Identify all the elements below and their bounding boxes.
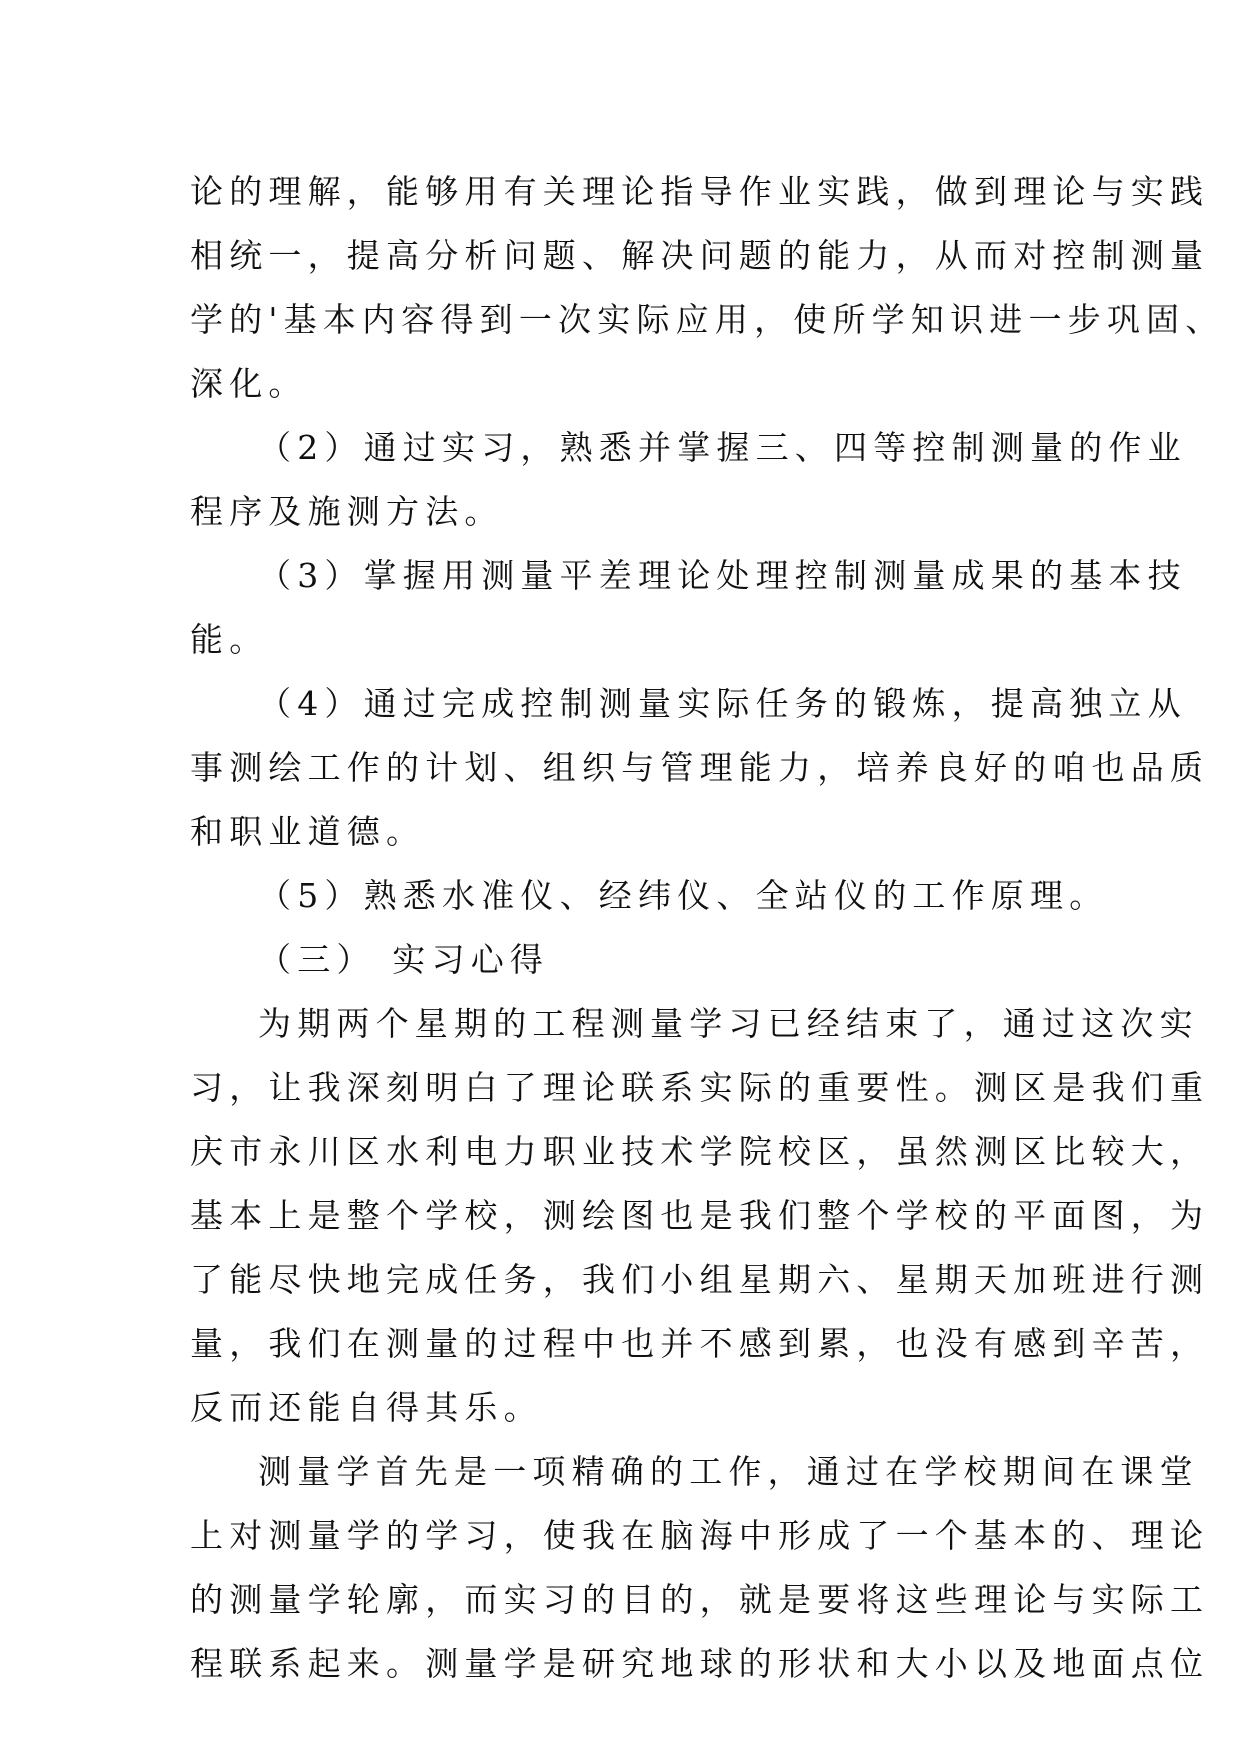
text-line: 基本上是整个学校，测绘图也是我们整个学校的平面图，为: [190, 1196, 1210, 1235]
text-line: （4）通过完成控制测量实际任务的锻炼，提高独立从: [258, 684, 1187, 723]
text-line: 深化。: [190, 364, 308, 403]
text-line: 学的'基本内容得到一次实际应用，使所学知识进一步巩固、: [190, 300, 1225, 339]
text-line: 能。: [190, 620, 269, 659]
text-line: 和职业道德。: [190, 812, 426, 851]
text-line: （3）掌握用测量平差理论处理控制测量成果的基本技: [258, 556, 1187, 595]
text-line: （5）熟悉水准仪、经纬仪、全站仪的工作原理。: [258, 876, 1109, 915]
text-line: 上对测量学的学习，使我在脑海中形成了一个基本的、理论: [190, 1516, 1210, 1555]
document-body: [190, 160, 1225, 1696]
text-line: 程序及施测方法。: [190, 492, 504, 531]
text-line: （三） 实习心得: [258, 940, 550, 979]
text-line: 事测绘工作的计划、组织与管理能力，培养良好的咱也品质: [190, 748, 1210, 787]
text-line: 庆市永川区水利电力职业技术学院校区，虽然测区比较大，: [190, 1132, 1210, 1171]
text-line: 为期两个星期的工程测量学习已经结束了，通过这次实: [258, 1004, 1199, 1043]
text-line: （2）通过实习，熟悉并掌握三、四等控制测量的作业: [258, 428, 1187, 467]
text-line: 论的理解，能够用有关理论指导作业实践，做到理论与实践: [190, 172, 1210, 211]
text-line: 的测量学轮廓，而实习的目的，就是要将这些理论与实际工: [190, 1580, 1210, 1619]
text-line: 测量学首先是一项精确的工作，通过在学校期间在课堂: [258, 1452, 1199, 1491]
text-line: 反而还能自得其乐。: [190, 1388, 543, 1427]
text-line: 习，让我深刻明白了理论联系实际的重要性。测区是我们重: [190, 1068, 1210, 1107]
text-line: 量，我们在测量的过程中也并不感到累，也没有感到辛苦，: [190, 1324, 1210, 1363]
text-line: 相统一，提高分析问题、解决问题的能力，从而对控制测量: [190, 236, 1210, 275]
text-line: 了能尽快地完成任务，我们小组星期六、星期天加班进行测: [190, 1260, 1210, 1299]
text-line: 程联系起来。测量学是研究地球的形状和大小以及地面点位: [190, 1644, 1210, 1683]
